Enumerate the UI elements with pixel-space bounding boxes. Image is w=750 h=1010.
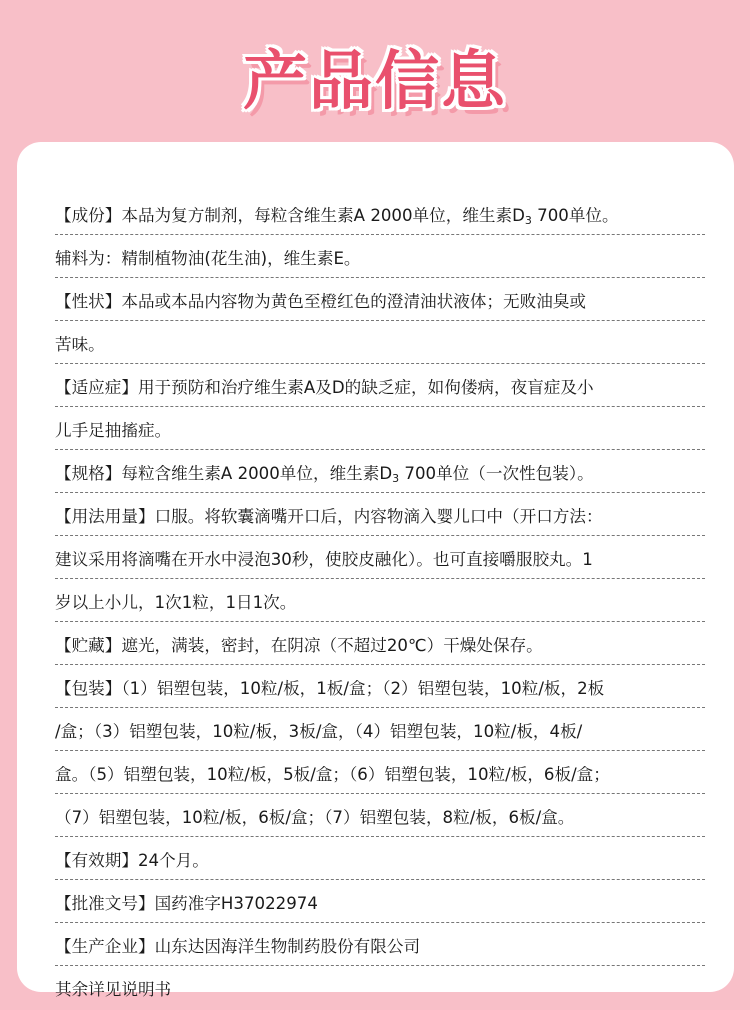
specification-text: 每粒含维生素A 2000单位，维生素D <box>121 464 393 483</box>
dosage-text-cont-1: 建议采用将滴嘴在开水中浸泡30秒，使胶皮融化）。也可直接嚼服胶丸。1 <box>55 550 593 569</box>
page-title: 产品信息 <box>243 45 507 119</box>
dosage-text-cont-2: 岁以上小儿，1次1粒，1日1次。 <box>55 593 297 612</box>
packaging-text-cont-3: （7）铝塑包装，10粒/板，6板/盒；（7）铝塑包装，8粒/板，6板/盒。 <box>55 808 575 827</box>
manufacturer-row <box>55 923 705 966</box>
manufacturer-text: 山东达因海洋生物制药股份有限公司 <box>154 937 421 956</box>
specification-label: 【规格】 <box>55 464 122 483</box>
appearance-label: 【性状】 <box>55 292 122 311</box>
manufacturer-label: 【生产企业】 <box>55 937 155 956</box>
approval-number-label: 【批准文号】 <box>55 894 155 913</box>
indications-row-cont <box>55 407 705 450</box>
excipients-text: 辅料为：精制植物油(花生油)，维生素E。 <box>55 249 361 268</box>
storage-row <box>55 622 705 665</box>
ingredients-subscript: 3 <box>524 214 532 227</box>
specification-subscript: 3 <box>392 472 400 485</box>
dosage-row-cont-1 <box>55 536 705 579</box>
dosage-text: 口服。将软囊滴嘴开口后，内容物滴入婴儿口中（开口方法： <box>154 507 603 526</box>
indications-text-cont: 儿手足抽搐症。 <box>55 421 172 440</box>
packaging-row-cont-1 <box>55 708 705 751</box>
indications-text: 用于预防和治疗维生素A及D的缺乏症，如佝偻病，夜盲症及小 <box>137 378 594 397</box>
packaging-row <box>55 665 705 708</box>
appearance-text-cont: 苦味。 <box>55 335 105 354</box>
indications-row <box>55 364 705 407</box>
packaging-row-cont-2 <box>55 751 705 794</box>
packaging-row-cont-3 <box>55 794 705 837</box>
ingredients-text-end: 700单位。 <box>531 206 619 225</box>
packaging-label: 【包装】 <box>55 679 122 698</box>
indications-label: 【适应症】 <box>55 378 138 397</box>
appearance-row-cont <box>55 321 705 364</box>
product-info-list <box>55 192 705 1008</box>
packaging-text: （1）铝塑包装，10粒/板，1板/盒；（2）铝塑包装，10粒/板，2板 <box>121 679 605 698</box>
ingredients-label: 【成份】 <box>55 206 122 225</box>
see-manual-row <box>55 966 705 1008</box>
specification-text-end: 700单位（一次性包装）。 <box>399 464 594 483</box>
packaging-text-cont-2: 盒。（5）铝塑包装，10粒/板，5板/盒；（6）铝塑包装，10粒/板，6板/盒； <box>55 765 610 784</box>
storage-text: 遮光，满装，密封，在阴凉（不超过20℃）干燥处保存。 <box>121 636 543 655</box>
dosage-row <box>55 493 705 536</box>
info-card <box>17 142 734 999</box>
dosage-row-cont-2 <box>55 579 705 622</box>
storage-label: 【贮藏】 <box>55 636 122 655</box>
shelf-life-label: 【有效期】 <box>55 851 138 870</box>
excipients-row <box>55 235 705 278</box>
dosage-label: 【用法用量】 <box>55 507 155 526</box>
packaging-text-cont-1: /盒；（3）铝塑包装，10粒/板，3板/盒，（4）铝塑包装，10粒/板，4板/ <box>55 722 583 741</box>
shelf-life-row <box>55 837 705 880</box>
specification-row <box>55 450 705 493</box>
see-manual-text: 其余详见说明书 <box>55 980 172 999</box>
ingredients-row <box>55 192 705 235</box>
appearance-row <box>55 278 705 321</box>
approval-number-text: 国药准字H37022974 <box>154 894 318 913</box>
approval-number-row <box>55 880 705 923</box>
appearance-text: 本品或本品内容物为黄色至橙红色的澄清油状液体；无败油臭或 <box>121 292 586 311</box>
shelf-life-text: 24个月。 <box>137 851 209 870</box>
ingredients-text: 本品为复方制剂，每粒含维生素A 2000单位，维生素D <box>121 206 525 225</box>
